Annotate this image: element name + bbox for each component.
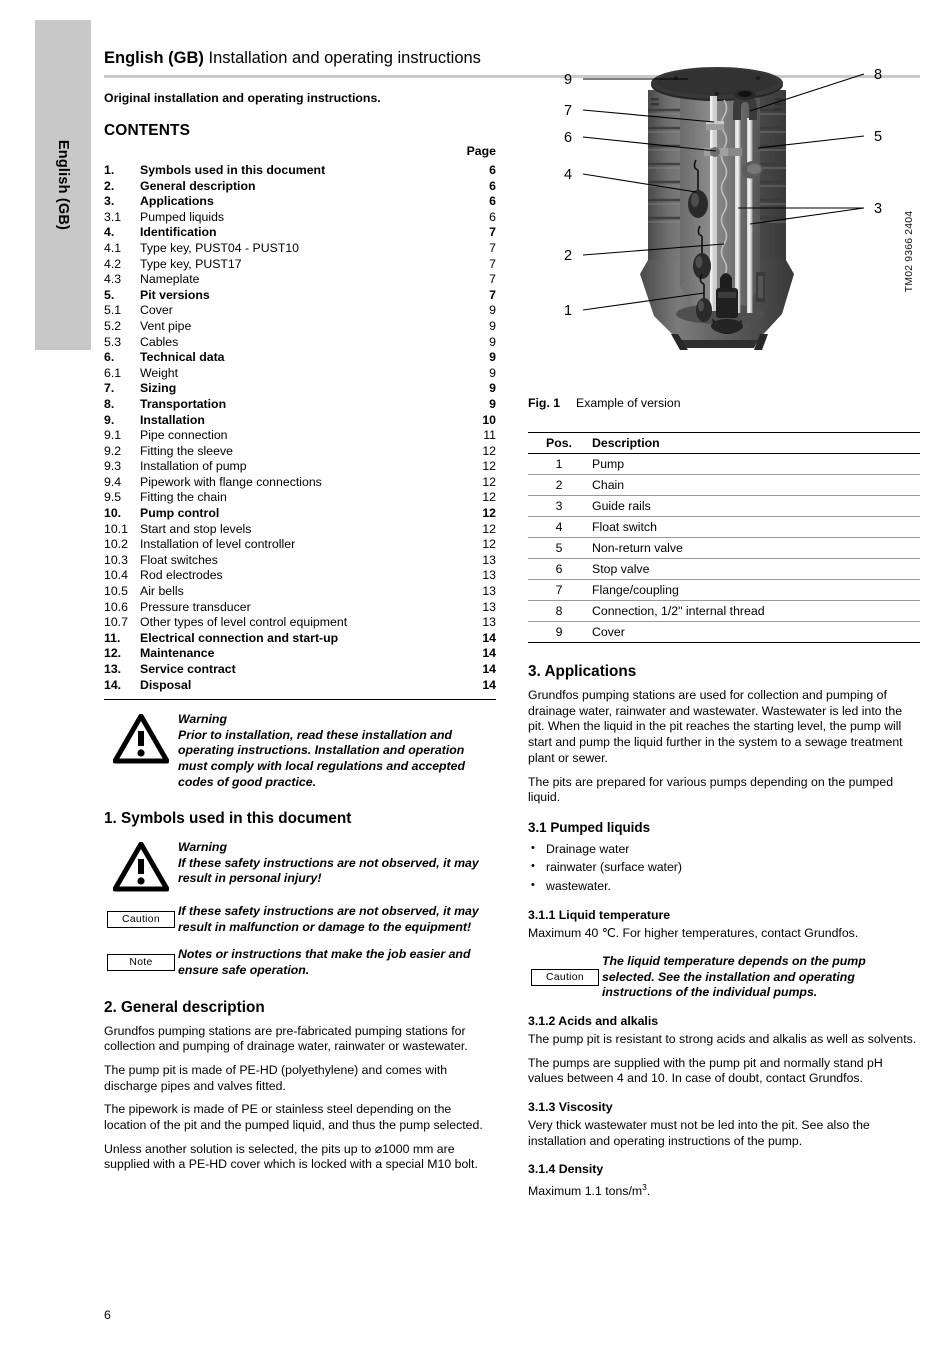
density-exponent: 3 — [642, 1182, 647, 1193]
toc-entry[interactable] — [104, 179, 496, 195]
cell-position: 3 — [528, 496, 590, 517]
toc-page-column-header: Page — [466, 144, 496, 158]
toc-entry[interactable] — [104, 257, 496, 273]
note-badge: Note — [107, 954, 175, 971]
toc-entry-title: Disposal — [140, 677, 192, 692]
toc-entry-title: Pumped liquids — [140, 209, 225, 224]
figure-caption-text: Example of version — [576, 396, 681, 410]
toc-entry[interactable] — [104, 522, 496, 538]
toc-entry-page: 7 — [489, 272, 496, 287]
toc-entry-page: 9 — [489, 334, 496, 349]
toc-entry[interactable] — [104, 428, 496, 444]
toc-entry-page: 12 — [482, 490, 496, 505]
toc-entry-number: 4.3 — [104, 272, 122, 287]
table-row — [528, 559, 920, 580]
toc-entry-number: 5.2 — [104, 318, 122, 333]
toc-entry-title: Installation of level controller — [140, 537, 296, 552]
toc-entry-number: 3. — [104, 194, 115, 209]
caution-badge-wrap — [528, 969, 602, 986]
toc-entry[interactable] — [104, 553, 496, 569]
figure-1 — [528, 48, 920, 393]
toc-entry[interactable] — [104, 397, 496, 413]
toc-entry-page: 12 — [482, 537, 496, 552]
toc-entry-page: 9 — [489, 365, 496, 380]
cell-position: 1 — [528, 454, 590, 475]
toc-entry-number: 10.2 — [104, 537, 128, 552]
toc-entry-page: 12 — [482, 474, 496, 489]
toc-entry-number: 11. — [104, 630, 121, 645]
cell-position: 2 — [528, 475, 590, 496]
table-row — [528, 517, 920, 538]
toc-entry-page: 6 — [489, 194, 496, 209]
caution-badge: Caution — [107, 911, 175, 928]
toc-entry-title: Air bells — [140, 584, 184, 599]
toc-entry[interactable] — [104, 288, 496, 304]
column-header-description: Description — [590, 433, 920, 454]
toc-entry-title: Installation of pump — [140, 459, 247, 474]
toc-entry-page: 14 — [482, 677, 496, 692]
cell-position: 6 — [528, 559, 590, 580]
caution-badge-wrap — [104, 911, 178, 928]
note-block-symbols — [104, 947, 496, 978]
toc-entry-page: 9 — [489, 381, 496, 396]
section-2-heading: 2. General description — [104, 998, 265, 1016]
section-3-1-2-heading: 3.1.2 Acids and alkalis — [528, 1013, 659, 1028]
toc-entry-page: 9 — [489, 303, 496, 318]
table-header-row — [528, 433, 920, 454]
section-3-paragraph: Grundfos pumping stations are used for collection and pumping of drainage water, rainwater and wastewater. Wastewater is led into the pit. When the liquid in the pit reaches the starting level, the pump will start and pump the liquid further in the system to a sewage treatment plant or sewer. — [528, 688, 903, 765]
toc-entry-number: 10.4 — [104, 568, 128, 583]
toc-entry[interactable] — [104, 366, 496, 382]
cell-description: Cover — [590, 622, 920, 643]
toc-entry-title: Weight — [140, 365, 179, 380]
toc-entry-page: 11 — [483, 428, 496, 443]
callout-2: 2 — [563, 248, 573, 264]
section-2-paragraph: The pipework is made of PE or stainless steel depending on the location of the pit and the pumped liquid, and thus the pump selected. — [104, 1102, 483, 1133]
toc-entry[interactable] — [104, 459, 496, 475]
cell-description: Pump — [590, 454, 920, 475]
warning-triangle-icon — [104, 712, 178, 764]
left-column — [104, 48, 496, 1181]
toc-entry-title: Symbols used in this document — [140, 163, 326, 177]
toc-entry-number: 6.1 — [104, 365, 122, 380]
toc-entry[interactable] — [104, 662, 496, 678]
section-2-paragraph: The pump pit is made of PE-HD (polyethylene) and comes with discharge pipes and valves fitted. — [104, 1062, 448, 1093]
cell-position: 9 — [528, 622, 590, 643]
toc-entry-number: 4. — [104, 225, 115, 240]
toc-entry-title: Sizing — [140, 381, 177, 396]
toc-entry-title: Pressure transducer — [140, 599, 251, 614]
table-row — [528, 538, 920, 559]
cell-position: 8 — [528, 601, 590, 622]
caution-badge: Caution — [531, 969, 599, 986]
cell-description: Guide rails — [590, 496, 920, 517]
toc-entry-number: 3.1 — [104, 209, 122, 224]
toc-entry-title: Pipework with flange connections — [140, 474, 322, 489]
toc-entry-page: 6 — [489, 209, 496, 224]
cell-position: 4 — [528, 517, 590, 538]
warning-block-top — [104, 712, 496, 790]
list-item: • wastewater. — [528, 877, 920, 896]
toc-entry[interactable] — [104, 568, 496, 584]
table-row — [528, 454, 920, 475]
section-1-heading: 1. Symbols used in this document — [104, 810, 352, 828]
toc-entry-page: 14 — [482, 662, 496, 676]
toc-entry[interactable] — [104, 646, 496, 662]
toc-entry[interactable] — [104, 475, 496, 491]
toc-entry-page: 9 — [489, 350, 496, 365]
toc-entry[interactable] — [104, 600, 496, 616]
toc-entry-number: 9. — [104, 412, 115, 427]
warning-body-symbols — [178, 840, 496, 887]
caution-text-symbols: If these safety instructions are not observed, it may result in malfunction or damage to the equipment! — [178, 904, 479, 934]
toc-entry[interactable] — [104, 444, 496, 460]
table-row — [528, 475, 920, 496]
toc-entry-page: 12 — [482, 459, 496, 474]
toc-entry[interactable] — [104, 537, 496, 553]
toc-entry[interactable] — [104, 678, 496, 694]
toc-entry-title: General description — [140, 178, 256, 193]
cell-description: Connection, 1/2" internal thread — [590, 601, 920, 622]
section-3-1-3-heading: 3.1.3 Viscosity — [528, 1100, 613, 1115]
contents-heading: CONTENTS — [104, 122, 191, 139]
toc-entry-page: 14 — [482, 630, 496, 645]
caution-block-temperature — [528, 954, 920, 1001]
toc-entry-title: Nameplate — [140, 272, 200, 287]
toc-entry-title: Pipe connection — [140, 428, 228, 443]
viscosity-text: Very thick wastewater must not be led into the pit. See also the installation and operating instructions of the pump. — [528, 1118, 870, 1148]
language-tab-label: English (GB) — [55, 139, 71, 231]
toc-entry-title: Vent pipe — [140, 318, 192, 333]
toc-entry[interactable] — [104, 615, 496, 631]
toc-entry[interactable] — [104, 241, 496, 257]
position-table — [528, 432, 920, 643]
callout-6: 6 — [563, 130, 573, 146]
acids-paragraph: The pump pit is resistant to strong acids and alkalis as well as solvents. — [528, 1031, 917, 1046]
toc-entry-number: 10.3 — [104, 552, 128, 567]
toc-entry-title: Type key, PUST17 — [140, 256, 242, 271]
toc-entry-number: 9.5 — [104, 490, 122, 505]
table-row — [528, 601, 920, 622]
callout-9: 9 — [563, 72, 573, 88]
toc-entry-title: Pit versions — [140, 287, 210, 302]
section-2-paragraph: Unless another solution is selected, the pits up to ⌀1000 mm are supplied with a PE-HD cover which is locked with a special M10 bolt. — [104, 1141, 478, 1172]
language-tab — [35, 20, 91, 350]
toc-entry-number: 13. — [104, 662, 122, 676]
caution-text-temperature: The liquid temperature depends on the pump selected. See the installation and operating instructions of the individual pumps. — [602, 954, 866, 1000]
toc-entry-title: Float switches — [140, 552, 218, 567]
toc-entry-title: Fitting the chain — [140, 490, 227, 505]
callout-1: 1 — [563, 303, 573, 319]
liquid-temperature-text: Maximum 40 ℃. For higher temperatures, contact Grundfos. — [528, 926, 859, 941]
callout-7: 7 — [563, 103, 573, 119]
original-instructions-note: Original installation and operating instructions. — [104, 91, 381, 105]
note-text-symbols: Notes or instructions that make the job easier and ensure safe operation. — [178, 947, 471, 977]
toc-entry[interactable] — [104, 194, 496, 210]
toc-entry-number: 9.4 — [104, 474, 122, 489]
callout-5: 5 — [873, 129, 883, 145]
cell-description: Stop valve — [590, 559, 920, 580]
section-2-paragraph: Grundfos pumping stations are pre-fabricated pumping stations for collection and pumping of drainage water, rainwater or wastewater. — [104, 1023, 468, 1054]
pumping-station-illustration — [528, 48, 920, 388]
toc-entry[interactable] — [104, 631, 496, 647]
toc-entry-page: 14 — [482, 646, 496, 661]
toc-entry[interactable] — [104, 506, 496, 522]
density-text — [528, 1180, 920, 1200]
toc-entry-title: Cover — [140, 303, 173, 318]
toc-entry-page: 10 — [482, 412, 496, 427]
warning-block-symbols — [104, 840, 496, 892]
toc-entry[interactable] — [104, 490, 496, 506]
toc-entry-title: Start and stop levels — [140, 521, 252, 536]
toc-entry-number: 5. — [104, 287, 115, 302]
toc-entry-page: 13 — [482, 584, 496, 599]
list-item: • rainwater (surface water) — [528, 858, 920, 877]
callout-3: 3 — [873, 201, 883, 217]
table-row — [528, 580, 920, 601]
toc-entry-title: Maintenance — [140, 646, 215, 661]
figure-credit: TM02 9366 2404 — [903, 210, 915, 293]
table-row — [528, 622, 920, 643]
toc-entry-title: Cables — [140, 334, 179, 349]
section-3-heading: 3. Applications — [528, 663, 637, 680]
toc-entry-number: 9.3 — [104, 459, 122, 474]
toc-entry-number: 7. — [104, 381, 115, 396]
table-row — [528, 496, 920, 517]
toc-entry-number: 9.1 — [104, 428, 122, 443]
toc-entry-number: 10.6 — [104, 599, 128, 614]
toc-entry-page: 7 — [489, 225, 496, 240]
toc-entry[interactable] — [104, 319, 496, 335]
column-header-pos: Pos. — [528, 433, 590, 454]
callout-4: 4 — [563, 167, 573, 183]
toc-entry[interactable] — [104, 584, 496, 600]
toc-entry-number: 10.1 — [104, 521, 128, 536]
toc-entry-number: 6. — [104, 350, 115, 365]
warning-text-symbols: If these safety instructions are not observed, it may result in personal injury! — [178, 855, 479, 886]
toc-entry-number: 5.1 — [104, 303, 122, 318]
pumped-liquids-list — [528, 840, 920, 896]
toc-entry[interactable] — [104, 210, 496, 226]
section-3-paragraph: The pits are prepared for various pumps depending on the pumped liquid. — [528, 774, 894, 805]
note-badge-wrap — [104, 954, 178, 971]
toc-entry-page: 6 — [489, 178, 496, 193]
toc-entry[interactable] — [104, 163, 496, 179]
toc-entry-title: Identification — [140, 225, 217, 240]
cell-description: Non-return valve — [590, 538, 920, 559]
list-item: • Drainage water — [528, 840, 920, 859]
warning-heading-symbols: Warning — [178, 840, 227, 855]
toc-entry-title: Service contract — [140, 662, 236, 676]
toc-entry[interactable] — [104, 350, 496, 366]
toc-entry-number: 9.2 — [104, 443, 122, 458]
toc-entry-title: Transportation — [140, 396, 227, 411]
toc-entry-title: Type key, PUST04 - PUST10 — [140, 240, 300, 255]
callout-8: 8 — [873, 67, 883, 83]
cell-description: Chain — [590, 475, 920, 496]
toc-entry-page: 13 — [482, 615, 496, 630]
caution-block-symbols — [104, 904, 496, 935]
toc-entry-page: 7 — [489, 240, 496, 255]
toc-entry-number: 5.3 — [104, 334, 122, 349]
toc-entry-page: 12 — [482, 521, 496, 536]
density-period: . — [646, 1184, 651, 1199]
toc-entry[interactable] — [104, 225, 496, 241]
figure-caption — [528, 396, 920, 410]
acids-paragraph: The pumps are supplied with the pump pit and normally stand pH values between 4 and 10. In case of doubt, contact Grundfos. — [528, 1055, 883, 1086]
warning-triangle-icon — [104, 840, 178, 892]
page-title-language: English (GB) — [104, 49, 204, 67]
toc-bottom-divider — [104, 699, 496, 700]
warning-body-top — [178, 712, 496, 790]
section-3-1-1-heading: 3.1.1 Liquid temperature — [528, 908, 671, 923]
toc-entry-page: 12 — [482, 506, 496, 521]
toc-entry-page: 9 — [489, 396, 496, 411]
toc-entry[interactable] — [104, 303, 496, 319]
toc-entry-number: 10.5 — [104, 584, 128, 599]
toc-entry-page: 7 — [489, 287, 496, 302]
toc-entry-number: 4.2 — [104, 256, 122, 271]
toc-entry-page: 9 — [489, 318, 496, 333]
toc-entry-page: 12 — [482, 443, 496, 458]
toc-entry-number: 10.7 — [104, 615, 128, 630]
toc-entry-title: Technical data — [140, 350, 225, 365]
section-3-1-heading: 3.1 Pumped liquids — [528, 819, 651, 835]
toc-entry-title: Other types of level control equipment — [140, 615, 348, 630]
toc-entry-number: 10. — [104, 506, 122, 521]
toc-entry[interactable] — [104, 272, 496, 288]
figure-caption-label: Fig. 1 — [528, 396, 561, 410]
density-value: Maximum 1.1 tons/m — [528, 1184, 643, 1199]
cell-position: 5 — [528, 538, 590, 559]
toc-entry-title: Fitting the sleeve — [140, 443, 233, 458]
toc-entry-title: Installation — [140, 412, 205, 427]
toc-entry-number: 8. — [104, 396, 115, 411]
table-of-contents — [104, 144, 496, 700]
toc-entry-number: 14. — [104, 677, 122, 692]
page-number: 6 — [104, 1308, 111, 1322]
cell-description: Float switch — [590, 517, 920, 538]
toc-entry-page: 13 — [482, 599, 496, 614]
toc-entry-page: 7 — [489, 256, 496, 271]
toc-entry[interactable] — [104, 413, 496, 429]
toc-entry-page: 13 — [482, 552, 496, 567]
cell-position: 7 — [528, 580, 590, 601]
section-3-1-4-heading: 3.1.4 Density — [528, 1162, 604, 1177]
toc-entry-title: Pump control — [140, 506, 220, 521]
toc-entry-title: Rod electrodes — [140, 568, 223, 583]
toc-entry[interactable] — [104, 381, 496, 397]
warning-heading-top: Warning — [178, 712, 227, 727]
cell-description: Flange/coupling — [590, 580, 920, 601]
toc-entry-number: 1. — [104, 163, 115, 177]
toc-entry-number: 2. — [104, 178, 115, 193]
toc-entry-page: 6 — [489, 163, 496, 177]
warning-text-top: Prior to installation, read these installation and operating instructions. Installation and operation must comply with local regulations and accepted codes of good practice. — [178, 727, 465, 789]
toc-entry-title: Applications — [140, 194, 214, 209]
toc-entry[interactable] — [104, 335, 496, 351]
toc-entry-number: 12. — [104, 646, 122, 661]
page-title-rest: Installation and operating instructions — [203, 49, 481, 67]
right-column — [528, 48, 920, 1208]
toc-entry-page: 13 — [482, 568, 496, 583]
toc-entry-title: Electrical connection and start-up — [140, 630, 339, 645]
toc-entry-number: 4.1 — [104, 240, 122, 255]
